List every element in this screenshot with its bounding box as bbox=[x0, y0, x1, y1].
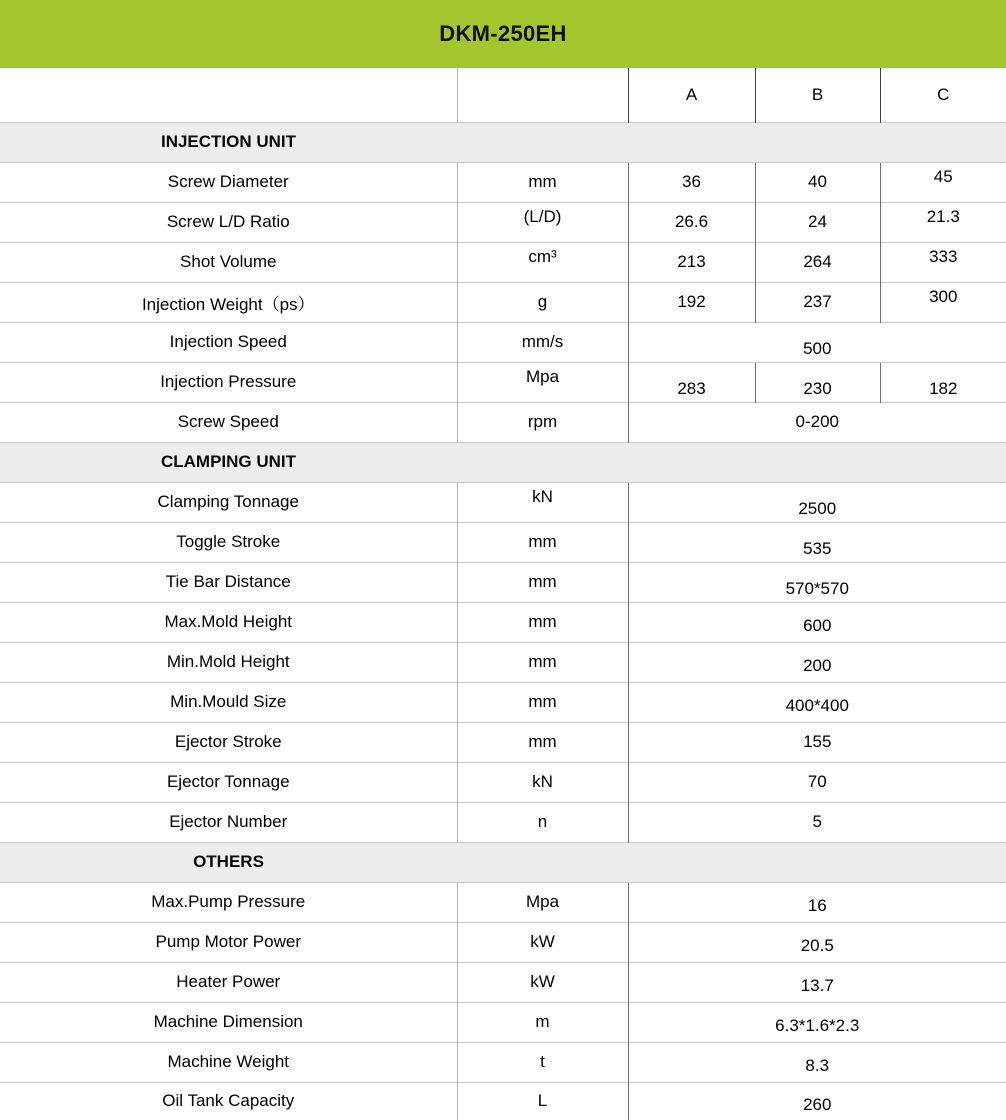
column-header-row bbox=[0, 68, 1006, 122]
value-a-cell: 283 bbox=[628, 362, 755, 402]
spec-row bbox=[0, 482, 1006, 522]
value-c-cell: 45 bbox=[880, 162, 1006, 202]
spec-row bbox=[0, 922, 1006, 962]
unit-cell: kW bbox=[457, 962, 628, 1002]
spec-row bbox=[0, 762, 1006, 802]
param-label: Ejector Stroke bbox=[0, 722, 457, 762]
param-label: Pump Motor Power bbox=[0, 922, 457, 962]
unit-cell: Mpa bbox=[457, 362, 628, 402]
spec-row bbox=[0, 282, 1006, 322]
unit-cell: mm bbox=[457, 642, 628, 682]
value-span-cell: 200 bbox=[628, 642, 1006, 682]
value-span-cell: 5 bbox=[628, 802, 1006, 842]
spec-row bbox=[0, 562, 1006, 602]
spec-row bbox=[0, 1002, 1006, 1042]
unit-cell: mm bbox=[457, 562, 628, 602]
param-label: Heater Power bbox=[0, 962, 457, 1002]
spec-row bbox=[0, 602, 1006, 642]
spec-row bbox=[0, 882, 1006, 922]
value-span-cell: 2500 bbox=[628, 482, 1006, 522]
param-label: Oil Tank Capacity bbox=[0, 1082, 457, 1120]
param-label: Ejector Number bbox=[0, 802, 457, 842]
value-c-cell: 21.3 bbox=[880, 202, 1006, 242]
param-header-cell bbox=[0, 68, 457, 122]
unit-cell: g bbox=[457, 282, 628, 322]
param-label: Clamping Tonnage bbox=[0, 482, 457, 522]
value-b-cell: 40 bbox=[755, 162, 880, 202]
spec-row bbox=[0, 522, 1006, 562]
unit-cell: t bbox=[457, 1042, 628, 1082]
value-b-cell: 24 bbox=[755, 202, 880, 242]
value-span-cell: 13.7 bbox=[628, 962, 1006, 1002]
unit-cell: mm bbox=[457, 522, 628, 562]
column-header-c: C bbox=[880, 68, 1006, 122]
unit-cell: mm bbox=[457, 162, 628, 202]
value-span-cell: 0-200 bbox=[628, 402, 1006, 442]
spec-row bbox=[0, 1082, 1006, 1120]
spec-row bbox=[0, 682, 1006, 722]
unit-cell: (L/D) bbox=[457, 202, 628, 242]
value-a-cell: 26.6 bbox=[628, 202, 755, 242]
param-label: Ejector Tonnage bbox=[0, 762, 457, 802]
unit-cell: mm bbox=[457, 602, 628, 642]
spec-row bbox=[0, 1042, 1006, 1082]
spec-row bbox=[0, 362, 1006, 402]
param-label: Injection Pressure bbox=[0, 362, 457, 402]
value-c-cell: 300 bbox=[880, 282, 1006, 322]
section-title: CLAMPING UNIT bbox=[160, 452, 297, 471]
unit-cell: L bbox=[457, 1082, 628, 1120]
param-label: Shot Volume bbox=[0, 242, 457, 282]
spec-row bbox=[0, 202, 1006, 242]
value-span-cell: 6.3*1.6*2.3 bbox=[628, 1002, 1006, 1042]
unit-cell: cm³ bbox=[457, 242, 628, 282]
param-label: Tie Bar Distance bbox=[0, 562, 457, 602]
value-span-cell: 535 bbox=[628, 522, 1006, 562]
param-label: Machine Weight bbox=[0, 1042, 457, 1082]
section-title: OTHERS bbox=[193, 852, 264, 871]
value-a-cell: 213 bbox=[628, 242, 755, 282]
value-span-cell: 260 bbox=[628, 1082, 1006, 1120]
param-label: Injection Weight（ps） bbox=[0, 282, 457, 322]
value-span-cell: 16 bbox=[628, 882, 1006, 922]
model-title-bar bbox=[0, 0, 1006, 68]
param-label: Max.Mold Height bbox=[0, 602, 457, 642]
param-label: Max.Pump Pressure bbox=[0, 882, 457, 922]
param-label: Injection Speed bbox=[0, 322, 457, 362]
section-header-row bbox=[0, 442, 1006, 482]
value-span-cell: 400*400 bbox=[628, 682, 1006, 722]
spec-row bbox=[0, 322, 1006, 362]
value-span-cell: 20.5 bbox=[628, 922, 1006, 962]
spec-row bbox=[0, 402, 1006, 442]
value-b-cell: 230 bbox=[755, 362, 880, 402]
value-c-cell: 333 bbox=[880, 242, 1006, 282]
unit-cell: mm bbox=[457, 722, 628, 762]
param-label: Screw L/D Ratio bbox=[0, 202, 457, 242]
param-label: Machine Dimension bbox=[0, 1002, 457, 1042]
unit-cell: n bbox=[457, 802, 628, 842]
value-span-cell: 570*570 bbox=[628, 562, 1006, 602]
spec-row bbox=[0, 162, 1006, 202]
unit-cell: m bbox=[457, 1002, 628, 1042]
value-b-cell: 264 bbox=[755, 242, 880, 282]
value-span-cell: 8.3 bbox=[628, 1042, 1006, 1082]
param-label: Min.Mould Size bbox=[0, 682, 457, 722]
spec-row bbox=[0, 722, 1006, 762]
value-c-cell: 182 bbox=[880, 362, 1006, 402]
unit-cell: kW bbox=[457, 922, 628, 962]
param-label: Screw Speed bbox=[0, 402, 457, 442]
value-span-cell: 70 bbox=[628, 762, 1006, 802]
section-header-row bbox=[0, 122, 1006, 162]
value-b-cell: 237 bbox=[755, 282, 880, 322]
param-label: Screw Diameter bbox=[0, 162, 457, 202]
unit-cell: mm/s bbox=[457, 322, 628, 362]
value-span-cell: 500 bbox=[628, 322, 1006, 362]
spec-row bbox=[0, 802, 1006, 842]
spec-row bbox=[0, 242, 1006, 282]
value-span-cell: 600 bbox=[628, 602, 1006, 642]
spec-row bbox=[0, 962, 1006, 1002]
unit-cell: Mpa bbox=[457, 882, 628, 922]
unit-cell: kN bbox=[457, 762, 628, 802]
model-title: DKM-250EH bbox=[439, 21, 567, 46]
spec-row bbox=[0, 642, 1006, 682]
unit-cell: rpm bbox=[457, 402, 628, 442]
unit-cell: mm bbox=[457, 682, 628, 722]
column-header-a: A bbox=[628, 68, 755, 122]
value-a-cell: 36 bbox=[628, 162, 755, 202]
spec-table bbox=[0, 68, 1006, 1120]
section-header-row bbox=[0, 842, 1006, 882]
column-header-b: B bbox=[755, 68, 880, 122]
param-label: Min.Mold Height bbox=[0, 642, 457, 682]
unit-header-cell bbox=[457, 68, 628, 122]
value-a-cell: 192 bbox=[628, 282, 755, 322]
unit-cell: kN bbox=[457, 482, 628, 522]
section-title: INJECTION UNIT bbox=[160, 132, 297, 151]
param-label: Toggle Stroke bbox=[0, 522, 457, 562]
value-span-cell: 155 bbox=[628, 722, 1006, 762]
